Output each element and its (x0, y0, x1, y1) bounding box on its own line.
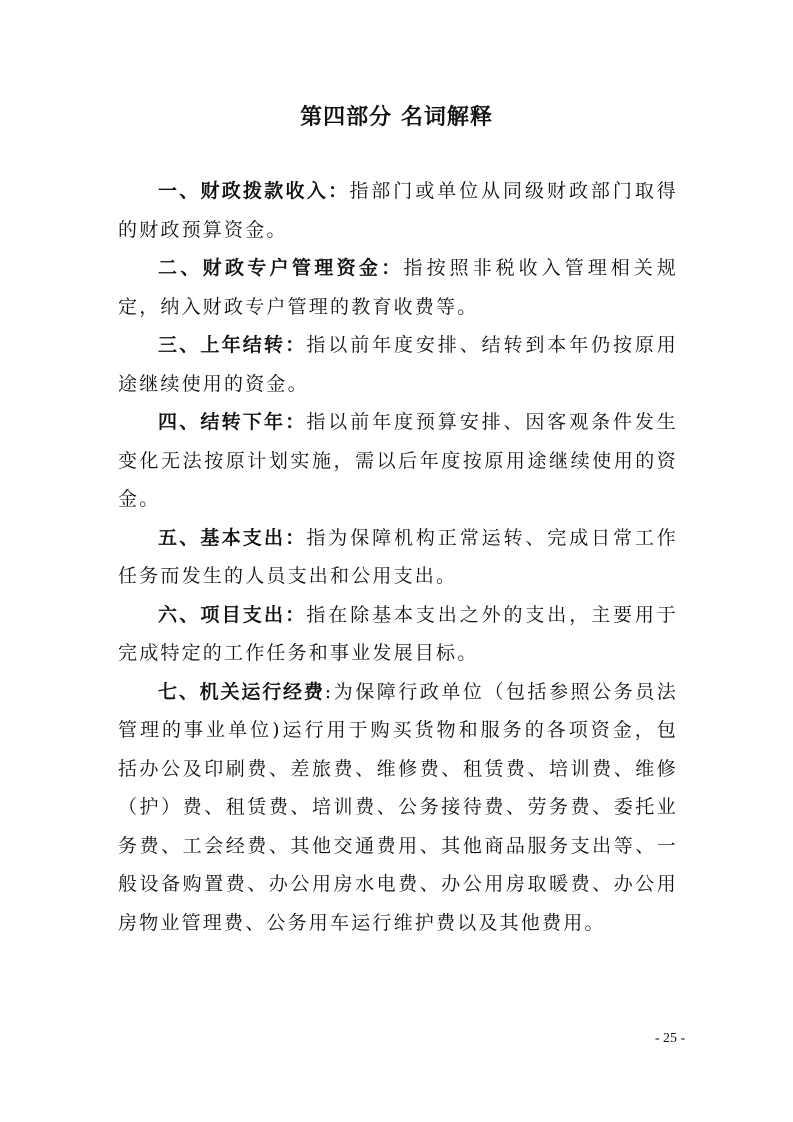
definition-term: 三、上年结转： (158, 334, 307, 356)
definition-text: :为保障行政单位（包括参照公务员法管理的事业单位)运行用于购买货物和服务的各项资金，包括办公及印刷费、差旅费、维修费、租赁费、培训费、维修（护）费、租赁费、培训费、公务接待费、劳务费、委托业务费、工会经费、其他交通费用、其他商品服务支出等、一般设备购置费、办公用房水电费、办公用房取暖费、办公用房物业管理费、公务用车运行维护费以及其他费用。 (118, 680, 678, 934)
definition-entry (118, 673, 678, 943)
definition-term: 四、结转下年： (158, 411, 307, 433)
definition-term: 二、财政专户管理资金： (158, 257, 404, 279)
definition-entry (118, 326, 678, 403)
definition-entry (118, 519, 678, 596)
definition-text: 指以前年度预算安排、因客观条件发生变化无法按原计划实施，需以后年度按原用途继续使用的资金。 (118, 411, 678, 510)
definition-text: 指按照非税收入管理相关规定，纳入财政专户管理的教育收费等。 (118, 257, 678, 318)
definitions-list (118, 172, 678, 942)
definition-term: 一、财政拨款收入： (158, 180, 350, 202)
definition-entry (118, 403, 678, 519)
definition-entry (118, 172, 678, 249)
definition-entry (118, 596, 678, 673)
definition-text: 指部门或单位从同级财政部门取得的财政预算资金。 (118, 180, 678, 241)
page-number: - 25 - (654, 1031, 686, 1046)
definition-term: 七、机关运行经费 (158, 680, 325, 703)
definition-term: 六、项目支出： (158, 603, 307, 626)
definition-entry (118, 249, 678, 326)
definition-text: 指以前年度安排、结转到本年仍按原用途继续使用的资金。 (118, 334, 678, 395)
definition-text: 指在除基本支出之外的支出，主要用于完成特定的工作任务和事业发展目标。 (118, 603, 678, 664)
definition-text: 指为保障机构正常运转、完成日常工作任务而发生的人员支出和公用支出。 (118, 526, 678, 587)
page-title: 第四部分 名词解释 (300, 105, 493, 130)
definition-term: 五、基本支出： (158, 526, 307, 549)
